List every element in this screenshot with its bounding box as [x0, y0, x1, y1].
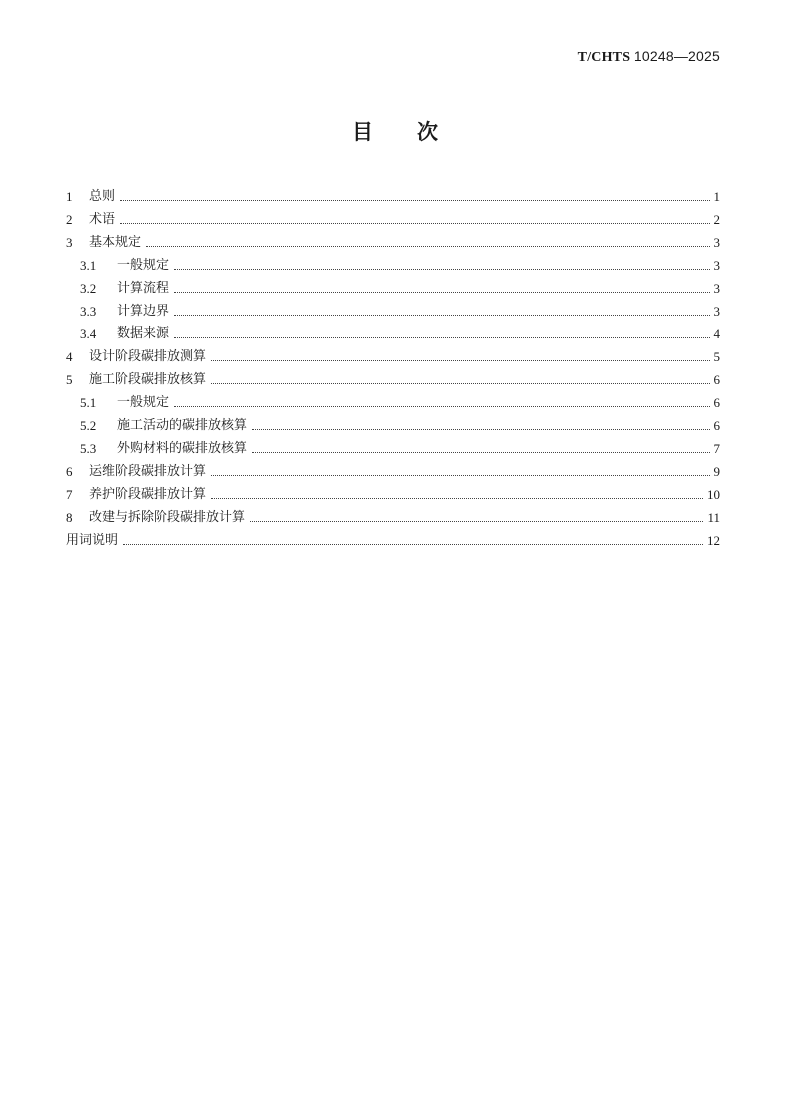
- toc-leader-dots: [174, 315, 710, 316]
- toc-entry-label: 基本规定: [89, 233, 144, 253]
- page-title: [0, 116, 790, 146]
- doc-number: 10248—2025: [633, 48, 720, 64]
- toc-entry-number: 5.3: [80, 440, 97, 456]
- toc-entry[interactable]: [0, 279, 790, 299]
- toc-entry-page: 5: [713, 349, 720, 365]
- toc-entry-number: 7: [66, 486, 73, 502]
- toc-entry-number: 4: [66, 349, 73, 365]
- toc-leader-dots: [123, 544, 703, 545]
- toc-leader-dots: [252, 429, 710, 430]
- toc-entry-number: 5.1: [80, 395, 97, 411]
- toc-entry-label: 一般规定: [117, 256, 172, 276]
- title-char-1: 目: [352, 120, 373, 144]
- toc-leader-dots: [211, 360, 710, 361]
- toc-leader-dots: [211, 475, 710, 476]
- toc-entry-number: 3.2: [80, 280, 97, 296]
- toc-entry-label: 设计阶段碳排放测算: [89, 347, 209, 367]
- toc-entry-page: 6: [713, 395, 720, 411]
- toc-entry-label: 一般规定: [117, 393, 172, 413]
- toc-entry[interactable]: [0, 439, 790, 459]
- toc-entry-page: 6: [713, 372, 720, 388]
- toc-entry-label: 数据来源: [117, 324, 172, 344]
- toc-entry-label: 计算流程: [117, 279, 172, 299]
- toc-entry-page: 3: [713, 234, 720, 250]
- toc-entry[interactable]: [0, 462, 790, 482]
- toc-entry-number: 8: [66, 509, 73, 525]
- toc-leader-dots: [174, 292, 710, 293]
- toc-entry[interactable]: [0, 347, 790, 367]
- toc-entry-label: 养护阶段碳排放计算: [89, 485, 209, 505]
- toc-entry-page: 12: [707, 532, 720, 548]
- toc-entry-label: 施工活动的碳排放核算: [117, 416, 250, 436]
- toc-leader-dots: [174, 337, 710, 338]
- toc-leader-dots: [211, 383, 710, 384]
- toc-entry-page: 3: [713, 303, 720, 319]
- toc-leader-dots: [174, 269, 710, 270]
- toc-entry-number: 3.3: [80, 303, 97, 319]
- toc-entry-number: 1: [66, 189, 73, 204]
- toc-entry[interactable]: [0, 508, 790, 528]
- toc-entry-number: 2: [66, 211, 73, 227]
- toc-entry[interactable]: [0, 233, 790, 253]
- toc-entry-label: 用词说明: [66, 531, 121, 551]
- toc-entry-number: 3: [66, 234, 73, 250]
- toc-leader-dots: [146, 246, 710, 247]
- toc-entry[interactable]: [0, 393, 790, 413]
- toc-entry-number: 3.4: [80, 326, 97, 342]
- toc-entry-page: 11: [707, 509, 720, 525]
- toc-leader-dots: [252, 452, 710, 453]
- toc-entry-label: 计算边界: [117, 302, 172, 322]
- toc-entry-page: 1: [713, 189, 720, 204]
- toc-entry[interactable]: [0, 324, 790, 344]
- toc-entry-page: 10: [707, 486, 720, 502]
- toc-entry-label: 总则: [89, 187, 118, 207]
- title-char-2: 次: [417, 120, 438, 144]
- toc-entry-page: 6: [713, 418, 720, 433]
- toc-entry-number: 5: [66, 372, 73, 388]
- doc-code: T/CHTS: [577, 50, 631, 65]
- document-identifier: [578, 48, 720, 66]
- toc-leader-dots: [120, 223, 710, 224]
- toc-entry-page: 3: [713, 280, 720, 296]
- toc-leader-dots: [120, 200, 710, 201]
- toc-entry-label: 改建与拆除阶段碳排放计算: [89, 508, 248, 528]
- toc-entry-label: 术语: [89, 210, 118, 230]
- toc-entry-page: 7: [713, 440, 720, 456]
- toc-entry-page: 3: [713, 257, 720, 273]
- toc-entry[interactable]: [0, 256, 790, 276]
- toc-entry[interactable]: [0, 210, 790, 230]
- toc-entry[interactable]: [0, 416, 790, 436]
- toc-entry[interactable]: [0, 370, 790, 390]
- toc-entry[interactable]: [0, 187, 790, 207]
- toc-entry-number: 5.2: [80, 418, 97, 433]
- toc-entry-page: 4: [713, 326, 720, 342]
- toc-entry-number: 3.1: [80, 257, 97, 273]
- toc-entry-page: 2: [713, 211, 720, 227]
- toc-entry[interactable]: [0, 531, 790, 551]
- toc-entry[interactable]: [0, 302, 790, 322]
- toc-leader-dots: [174, 406, 710, 407]
- toc-entry-number: 6: [66, 463, 73, 479]
- toc-entry-label: 施工阶段碳排放核算: [89, 370, 209, 390]
- toc-entry[interactable]: [0, 485, 790, 505]
- toc-leader-dots: [250, 521, 703, 522]
- toc-entry-label: 运维阶段碳排放计算: [89, 462, 209, 482]
- toc-entry-label: 外购材料的碳排放核算: [117, 439, 250, 459]
- toc-leader-dots: [211, 498, 703, 499]
- toc-entry-page: 9: [713, 463, 720, 479]
